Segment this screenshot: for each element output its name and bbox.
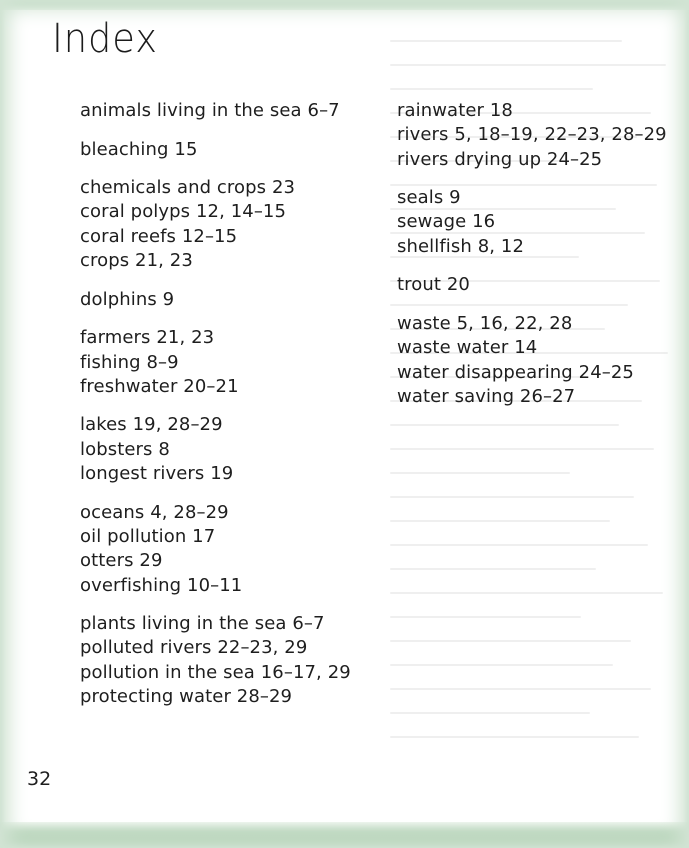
index-entry: farmers 21, 23 (80, 327, 215, 349)
index-entry: seals 9 (397, 187, 461, 209)
index-entry: crops 21, 23 (80, 250, 193, 272)
index-column-left (80, 99, 351, 724)
index-entry: plants living in the sea 6–7 (80, 613, 325, 635)
index-entry: rivers drying up 24–25 (397, 148, 603, 170)
index-entry: polluted rivers 22–23, 29 (80, 637, 308, 659)
index-entry: water saving 26–27 (397, 385, 576, 407)
index-group (80, 138, 351, 162)
index-group (397, 186, 667, 259)
index-group (80, 326, 351, 399)
bottom-edge-band (0, 822, 689, 848)
index-entry: oil pollution 17 (80, 525, 216, 547)
index-entry: sewage 16 (397, 211, 496, 233)
index-entry: chemicals and crops 23 (80, 177, 296, 199)
index-entry: overfishing 10–11 (80, 574, 243, 596)
index-group (80, 288, 351, 312)
index-entry: animals living in the sea 6–7 (80, 100, 340, 121)
index-entry: rivers 5, 18–19, 22–23, 28–29 (397, 124, 667, 146)
index-entry: otters 29 (80, 550, 163, 572)
index-entry: rainwater 18 (397, 100, 513, 121)
index-entry: waste water 14 (397, 337, 538, 359)
index-group (397, 99, 667, 172)
index-group (80, 176, 351, 273)
index-entry: coral reefs 12–15 (80, 225, 238, 247)
index-entry: shellfish 8, 12 (397, 235, 525, 257)
index-entry: protecting water 28–29 (80, 686, 293, 708)
index-entry: trout 20 (397, 274, 470, 296)
index-entry: lakes 19, 28–29 (80, 414, 223, 436)
index-column-right (397, 99, 667, 423)
index-group (397, 312, 667, 409)
index-group (80, 501, 351, 598)
page-number: 32 (27, 768, 52, 790)
index-entry: lobsters 8 (80, 438, 170, 460)
index-entry: bleaching 15 (80, 138, 198, 160)
index-entry: freshwater 20–21 (80, 375, 239, 397)
index-group (80, 612, 351, 709)
index-entry: water disappearing 24–25 (397, 361, 634, 383)
index-entry: dolphins 9 (80, 288, 175, 310)
index-group (80, 413, 351, 486)
index-group (80, 99, 351, 123)
index-entry: coral polyps 12, 14–15 (80, 201, 287, 223)
index-group (397, 273, 667, 297)
index-entry: fishing 8–9 (80, 351, 179, 373)
index-entry: oceans 4, 28–29 (80, 501, 229, 523)
top-edge-band (0, 0, 689, 10)
index-entry: longest rivers 19 (80, 463, 234, 485)
index-entry: pollution in the sea 16–17, 29 (80, 661, 351, 683)
page-title: Index (52, 16, 158, 62)
index-entry: waste 5, 16, 22, 28 (397, 312, 573, 334)
